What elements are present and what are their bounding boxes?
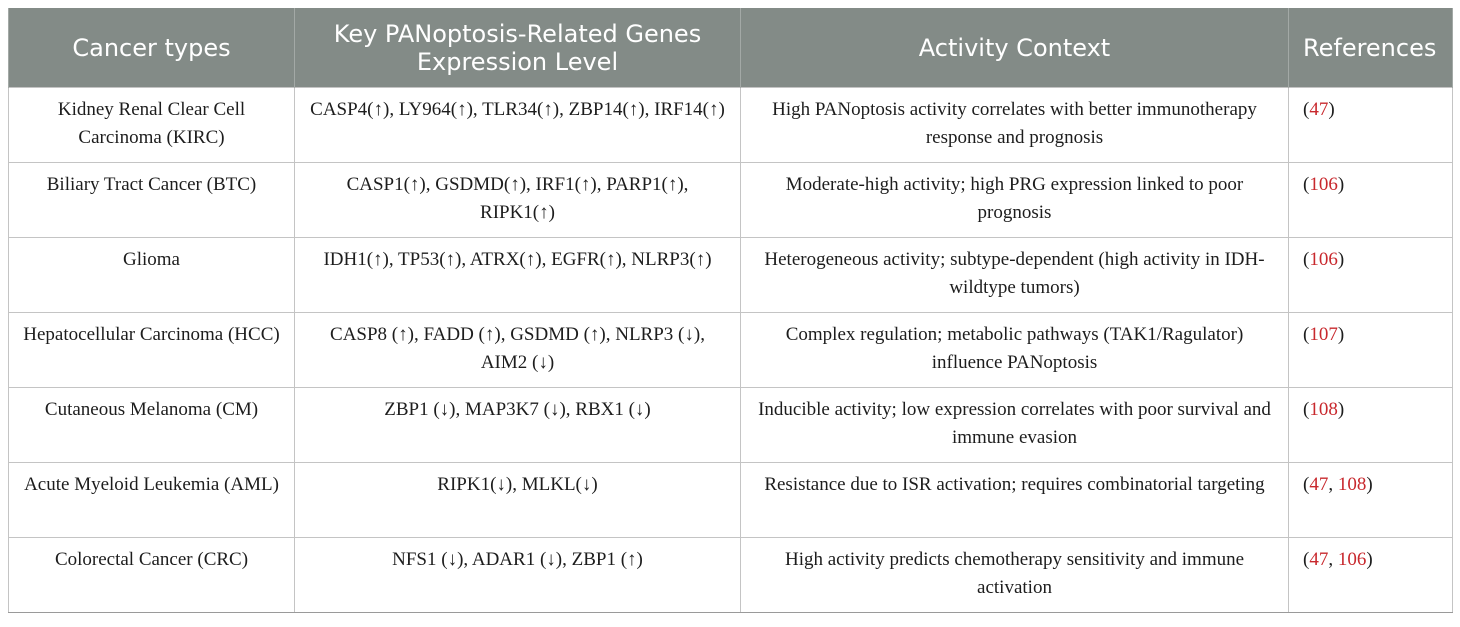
header-key-genes: Key PANoptosis-Related Genes Expression Level [295,8,741,88]
genes-cell: RIPK1(↓), MLKL(↓) [295,463,741,538]
table-row [9,313,1453,388]
header-references: References [1289,8,1453,88]
table-container [8,8,1452,613]
context-cell: Heterogeneous activity; subtype-dependent (high activity in IDH-wildtype tumors) [741,238,1289,313]
reference-link[interactable]: 47 [1309,99,1329,120]
genes-cell: ZBP1 (↓), MAP3K7 (↓), RBX1 (↓) [295,388,741,463]
references-cell: (106) [1289,238,1453,313]
cancer-type-cell: Glioma [9,238,295,313]
reference-link[interactable]: 47 [1309,474,1329,495]
context-cell: Resistance due to ISR activation; requires combinatorial targeting [741,463,1289,538]
reference-link[interactable]: 106 [1309,249,1338,270]
cancer-type-cell: Biliary Tract Cancer (BTC) [9,163,295,238]
references-cell: (107) [1289,313,1453,388]
reference-link[interactable]: 108 [1309,399,1338,420]
context-cell: High activity predicts chemotherapy sensitivity and immune activation [741,538,1289,613]
cancer-type-cell: Cutaneous Melanoma (CM) [9,388,295,463]
reference-link[interactable]: 108 [1337,474,1367,495]
table-row [9,388,1453,463]
table-row [9,538,1453,613]
context-cell: Complex regulation; metabolic pathways (TAK1/Ragulator) influence PANoptosis [741,313,1289,388]
references-cell: (106) [1289,163,1453,238]
references-cell: (108) [1289,388,1453,463]
reference-link[interactable]: 106 [1309,174,1338,195]
genes-cell: CASP8 (↑), FADD (↑), GSDMD (↑), NLRP3 (↓), AIM2 (↓) [295,313,741,388]
references-cell: (47, 108) [1289,463,1453,538]
table-row [9,163,1453,238]
context-cell: Moderate-high activity; high PRG expression linked to poor prognosis [741,163,1289,238]
table-row [9,463,1453,538]
references-cell: (47) [1289,88,1453,163]
header-row [9,8,1453,88]
cancer-type-cell: Colorectal Cancer (CRC) [9,538,295,613]
references-cell: (47, 106) [1289,538,1453,613]
cancer-type-cell: Kidney Renal Clear Cell Carcinoma (KIRC) [9,88,295,163]
header-cancer-types: Cancer types [9,8,295,88]
table-body [9,88,1453,613]
genes-cell: IDH1(↑), TP53(↑), ATRX(↑), EGFR(↑), NLRP3(↑) [295,238,741,313]
context-cell: High PANoptosis activity correlates with better immunotherapy response and prognosis [741,88,1289,163]
context-cell: Inducible activity; low expression correlates with poor survival and immune evasion [741,388,1289,463]
panoptosis-table [8,8,1453,613]
header-activity-context: Activity Context [741,8,1289,88]
genes-cell: CASP1(↑), GSDMD(↑), IRF1(↑), PARP1(↑), RIPK1(↑) [295,163,741,238]
table-row [9,238,1453,313]
reference-link[interactable]: 47 [1309,549,1329,570]
reference-link[interactable]: 106 [1337,549,1367,570]
cancer-type-cell: Hepatocellular Carcinoma (HCC) [9,313,295,388]
genes-cell: NFS1 (↓), ADAR1 (↓), ZBP1 (↑) [295,538,741,613]
cancer-type-cell: Acute Myeloid Leukemia (AML) [9,463,295,538]
table-row [9,88,1453,163]
reference-link[interactable]: 107 [1309,324,1338,345]
genes-cell: CASP4(↑), LY964(↑), TLR34(↑), ZBP14(↑), IRF14(↑) [295,88,741,163]
